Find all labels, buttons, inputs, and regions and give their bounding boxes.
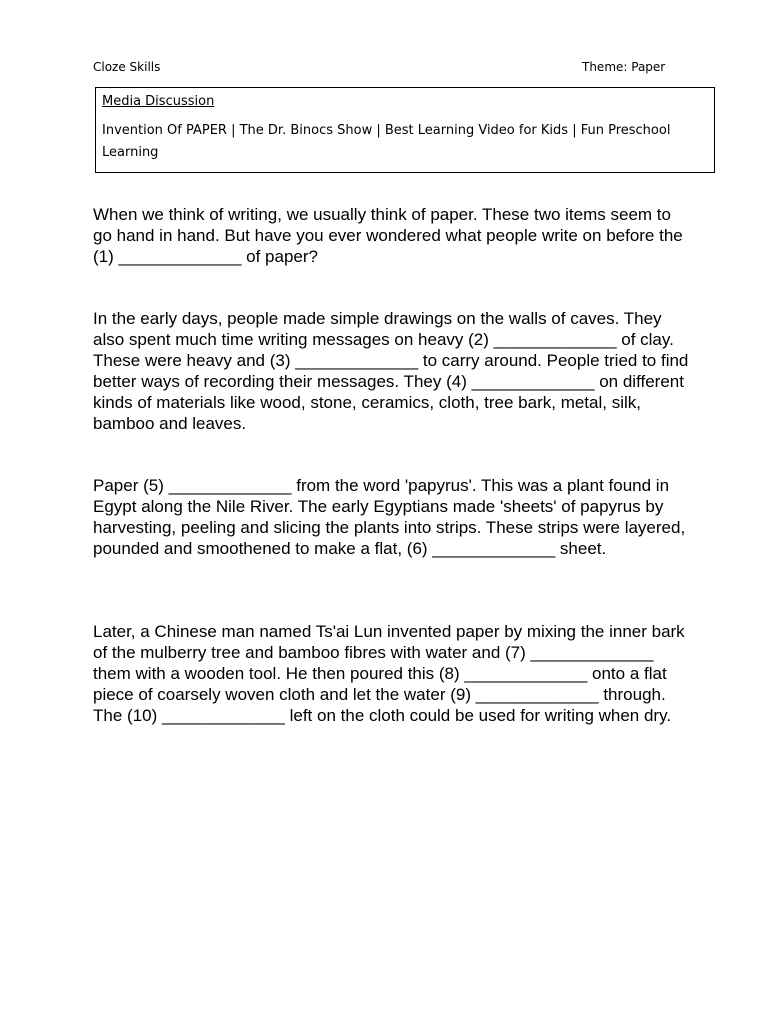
media-discussion-heading: Media Discussion bbox=[102, 94, 215, 109]
theme-label: Theme: Paper bbox=[582, 60, 666, 74]
media-video-title: Invention Of PAPER | The Dr. Binocs Show | Best Learning Video for Kids | Fun Preschool Learning bbox=[102, 123, 671, 160]
cloze-paragraph-1: When we think of writing, we usually think of paper. These two items seem to go hand in hand. But have you ever wondered what people write on before the (1) _____________ of paper? bbox=[93, 205, 683, 266]
cloze-paragraph-2: In the early days, people made simple drawings on the walls of caves. They also spent much time writing messages on heavy (2) _____________ of clay. These were heavy and (3) _____________ to carry around. People tried to find better ways of recording their messages. They (4) _____________ on different kinds of materials like wood, stone, ceramics, cloth, tree bark, metal, silk, bamboo and leaves. bbox=[93, 309, 689, 433]
cloze-paragraph-3: Paper (5) _____________ from the word 'papyrus'. This was a plant found in Egypt along the Nile River. The early Egyptians made 'sheets' of papyrus by harvesting, peeling and slicing the plants into strips. These strips were layered, pounded and smoothened to make a flat, (6) _____________ sheet. bbox=[93, 476, 686, 558]
cloze-paragraph-4: Later, a Chinese man named Ts'ai Lun invented paper by mixing the inner bark of the mulberry tree and bamboo fibres with water and (7) _____________ them with a wooden tool. He then poured this (8) _____________ onto a flat piece of coarsely woven cloth and let the water (9) _____________ through. The (10) _____________ left on the cloth could be used for writing when dry. bbox=[93, 622, 685, 725]
media-discussion-box bbox=[95, 87, 715, 173]
worksheet-type-label: Cloze Skills bbox=[93, 60, 161, 74]
